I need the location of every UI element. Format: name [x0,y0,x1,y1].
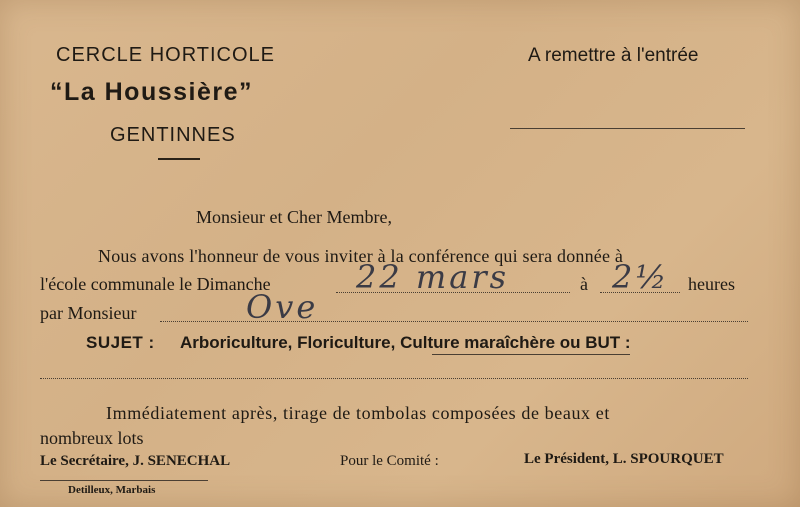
subject-fill-line [40,378,748,379]
handover-line [510,128,745,129]
after-text-line2: nombreux lots [40,428,144,448]
subject-label: SUJET : [86,333,155,352]
committee-label: Pour le Comité : [340,453,439,469]
president-signature: Le Président, L. SPOURQUET [524,451,724,467]
at-word: à [580,274,588,294]
secretary-signature: Le Secrétaire, J. SENECHAL [40,453,231,469]
org-place: GENTINNES [110,124,236,146]
header-rule [158,158,200,160]
org-name: “La Houssière” [50,78,254,106]
after-text-line1: Immédiatement après, tirage de tombolas composées de beaux et [106,403,610,423]
speaker-handwritten: Ove [246,288,319,326]
time-handwritten: 2½ [612,258,670,296]
subject-text: Arboriculture, Floriculture, Culture maraîchère ou BUT : [180,333,631,352]
subject-underline [432,354,630,355]
hours-word: heures [688,274,735,294]
footer-rule [40,480,208,481]
by-label: par Monsieur [40,303,137,323]
printer-credit: Detilleux, Marbais [68,484,156,496]
date-handwritten: 22 mars [356,258,510,296]
invite-line2: l'école communale le Dimanche [40,274,271,294]
greeting: Monsieur et Cher Membre, [196,207,392,227]
handover-note: A remettre à l'entrée [528,45,699,66]
org-line1: CERCLE HORTICOLE [56,44,276,66]
invite-line1: Nous avons l'honneur de vous inviter à la conférence qui sera donnée à [98,246,624,266]
